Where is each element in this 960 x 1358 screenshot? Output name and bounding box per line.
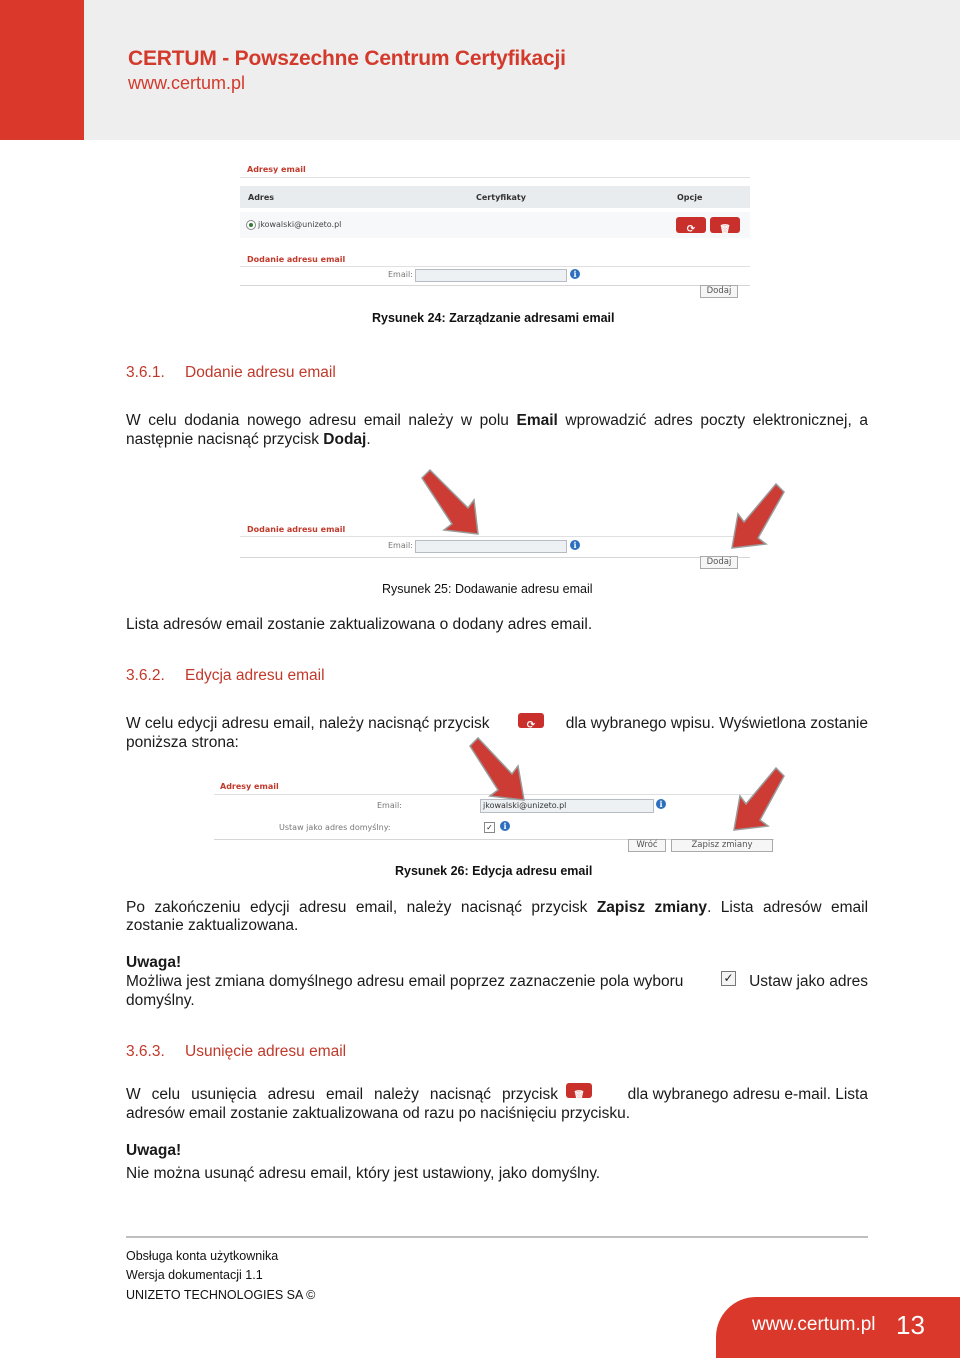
text-fragment: W celu dodania nowego adresu email należy w polu	[126, 412, 517, 429]
info-icon: i	[500, 821, 510, 831]
text-fragment: Po zakończeniu edycji adresu email, należy nacisnąć przycisk	[126, 899, 597, 916]
divider	[240, 177, 750, 178]
add-label: Dodanie adresu email	[247, 255, 346, 264]
text-fragment: .	[366, 431, 371, 448]
note-line1-right: Ustaw jako adres	[749, 973, 868, 990]
section-363-title: Usunięcie adresu email	[185, 1043, 347, 1060]
email-input[interactable]	[415, 540, 567, 553]
add-label: Dodanie adresu email	[247, 525, 346, 534]
table-row[interactable]	[240, 212, 750, 238]
email-label: Email:	[377, 801, 402, 810]
footer-divider	[126, 1236, 868, 1238]
email-field-term: Email	[516, 412, 558, 429]
section-363-line1-right: dla wybranego adresu e-mail. Lista	[627, 1086, 868, 1103]
add-button[interactable]: Dodaj	[700, 556, 738, 569]
note-text-2: Nie można usunąć adresu email, który jest ustawiony, jako domyślny.	[126, 1165, 601, 1182]
inline-delete-button	[566, 1083, 592, 1101]
text-fragment: . Lista adresów email	[707, 899, 869, 916]
default-label: Ustaw jako adres domyślny:	[279, 823, 391, 832]
col-address: Adres	[248, 193, 275, 202]
back-button[interactable]: Wróć	[628, 839, 666, 852]
email-input[interactable]	[415, 269, 567, 282]
section-362-number: 3.6.2.	[126, 667, 165, 684]
header-red-block	[0, 0, 84, 140]
footer-line3: UNIZETO TECHNOLOGIES SA ©	[126, 1288, 316, 1302]
figure-24-screenshot	[238, 160, 754, 298]
save-changes-button[interactable]: Zapisz zmiany	[671, 839, 773, 852]
note-title-2: Uwaga!	[126, 1142, 182, 1159]
page-number: 13	[896, 1310, 925, 1340]
text-fragment: następnie nacisnąć przycisk	[126, 431, 324, 448]
arrow-to-add-button	[722, 482, 788, 554]
radio-dot	[249, 223, 253, 227]
header-title: CERTUM - Powszechne Centrum Certyfikacji	[128, 47, 566, 70]
figure-25-after-text: Lista adresów email zostanie zaktualizowana o dodany adres email.	[126, 616, 593, 633]
save-changes-term: Zapisz zmiany	[596, 899, 708, 916]
footer-url: www.certum.pl	[752, 1314, 876, 1335]
arrow-to-email-field	[418, 468, 488, 540]
section-361-number: 3.6.1.	[126, 364, 165, 381]
text-fragment: wprowadzić adres poczty elektronicznej, a	[557, 412, 868, 429]
section-363-line1-left: W celu usunięcia adresu email należy nacisnąć przycisk	[126, 1086, 558, 1103]
add-button-term: Dodaj	[323, 431, 367, 448]
trash-icon: 🗑	[573, 1091, 585, 1101]
info-icon: i	[570, 269, 580, 279]
header-url: www.certum.pl	[128, 73, 246, 93]
divider	[240, 536, 750, 537]
add-button[interactable]: Dodaj	[700, 285, 738, 298]
section-361-title: Dodanie adresu email	[185, 364, 336, 381]
figure-26-caption: Rysunek 26: Edycja adresu email	[395, 864, 593, 878]
section-362-line1-left: W celu edycji adresu email, należy nacisnąć przycisk	[126, 715, 490, 732]
divider	[240, 285, 750, 286]
note-line1-left: Możliwa jest zmiana domyślnego adresu email poprzez zaznaczenie pola wyboru	[126, 973, 684, 990]
col-certs: Certyfikaty	[476, 193, 526, 202]
note-line2: domyślny.	[126, 992, 195, 1009]
section-362-line2: poniższa strona:	[126, 734, 239, 751]
email-label: Email:	[388, 270, 413, 279]
email-input[interactable]: jkowalski@unizeto.pl	[480, 799, 654, 813]
checkbox-icon: ✓	[721, 971, 736, 986]
figure-25-caption: Rysunek 25: Dodawanie adresu email	[382, 582, 593, 596]
section-361-paragraph-line2	[126, 430, 371, 449]
table-header	[240, 186, 750, 208]
section-363-line2: adresów email zostanie zaktualizowana od razu po naciśnięciu przycisku.	[126, 1105, 631, 1122]
trash-icon: 🗑	[719, 225, 731, 235]
section-label: Adresy email	[220, 782, 279, 791]
after-26-line1	[126, 898, 868, 917]
footer-line2: Wersja dokumentacji 1.1	[126, 1268, 263, 1282]
section-362-line1-right: dla wybranego wpisu. Wyświetlona zostanie	[565, 715, 868, 732]
inline-edit-button	[518, 713, 544, 731]
figure-25-screenshot	[238, 518, 754, 570]
footer-line1: Obsługa konta użytkownika	[126, 1249, 279, 1263]
info-icon: i	[570, 540, 580, 550]
row-email: jkowalski@unizeto.pl	[258, 220, 342, 229]
section-label: Adresy email	[247, 165, 306, 174]
section-362-title: Edycja adresu email	[185, 667, 325, 684]
divider	[240, 266, 750, 267]
checkbox-icon[interactable]: ✓	[484, 822, 495, 833]
refresh-icon: ⟳	[686, 224, 696, 235]
section-363-number: 3.6.3.	[126, 1043, 165, 1060]
arrow-to-save-button	[724, 766, 788, 836]
divider	[240, 557, 750, 558]
refresh-icon: ⟳	[526, 720, 536, 731]
arrow-to-email-input	[466, 736, 532, 804]
info-icon: i	[656, 799, 666, 809]
edit-button[interactable]	[676, 217, 706, 233]
section-361-paragraph-line1	[126, 411, 868, 430]
figure-24-caption: Rysunek 24: Zarządzanie adresami email	[372, 311, 615, 325]
email-label: Email:	[388, 541, 413, 550]
delete-button[interactable]	[710, 217, 740, 233]
col-options: Opcje	[677, 193, 703, 202]
note-title: Uwaga!	[126, 954, 182, 971]
after-26-line2: zostanie zaktualizowana.	[126, 917, 299, 934]
